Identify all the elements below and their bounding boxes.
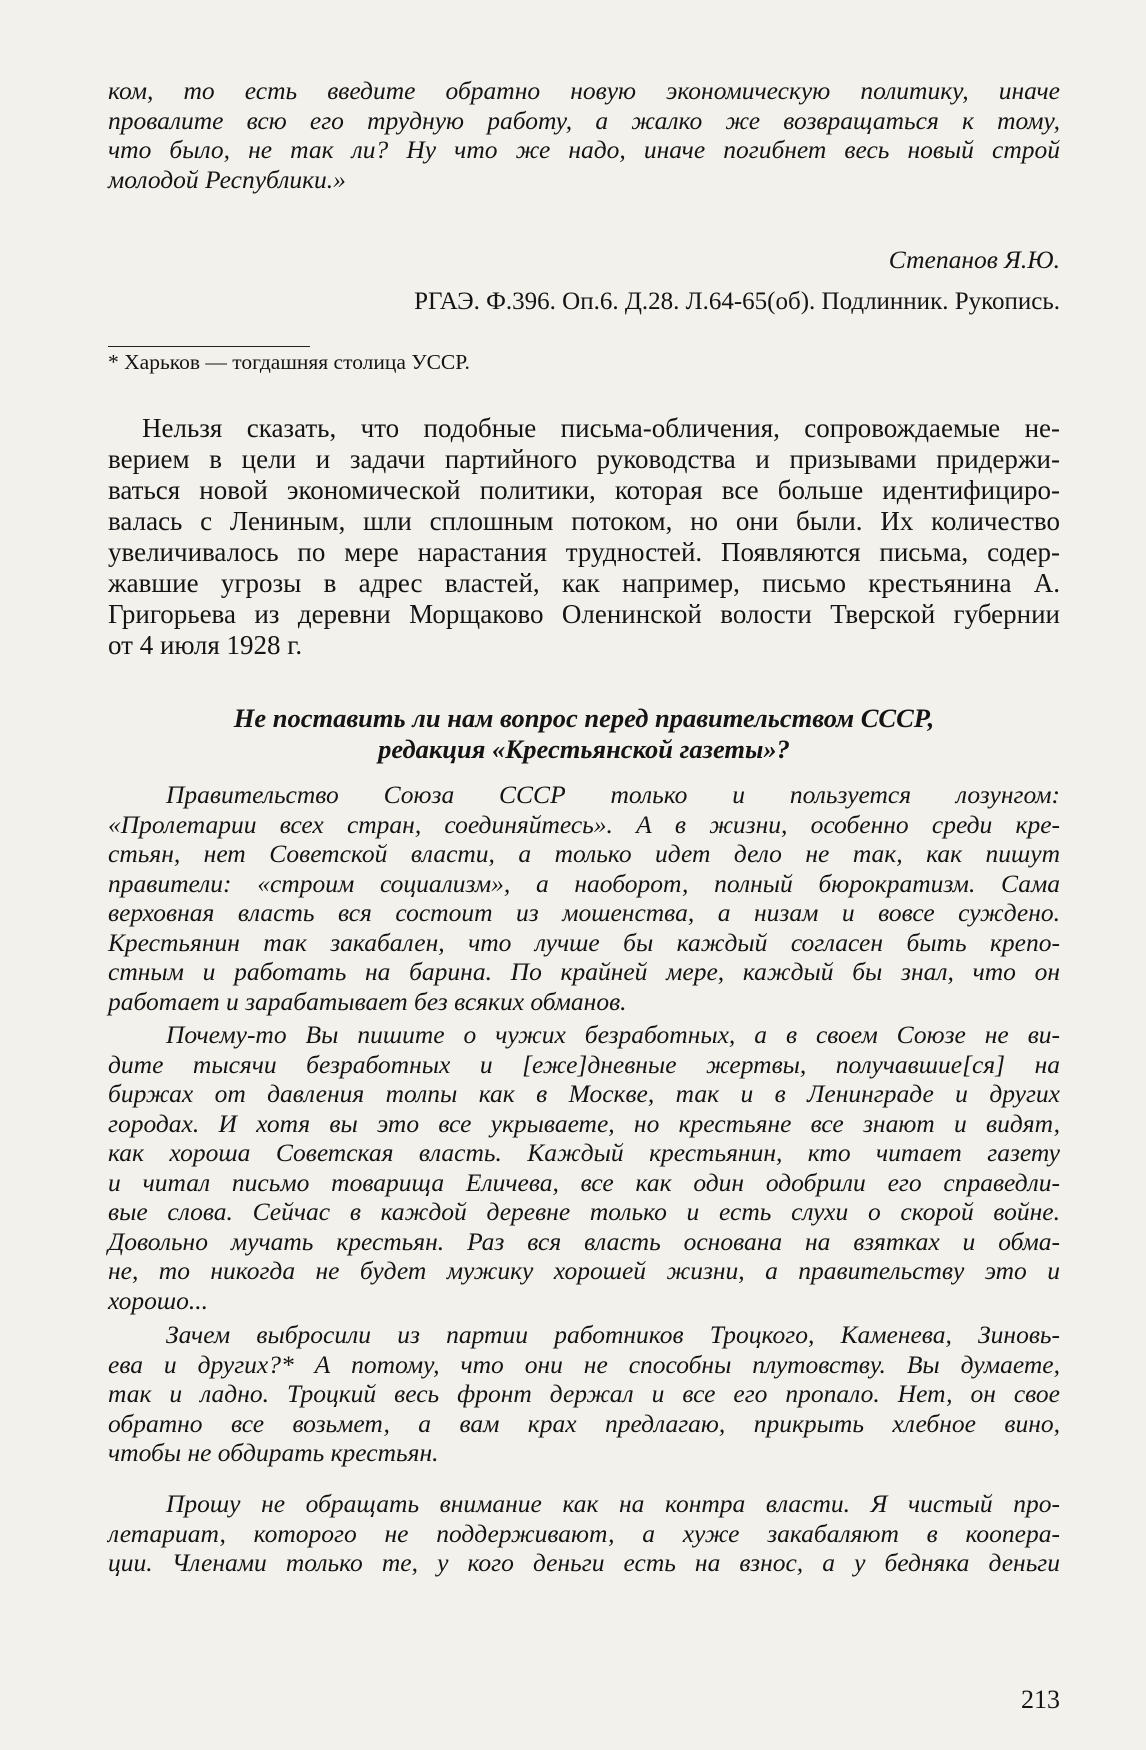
text-line: вые слова. Сейчас в каждой деревне только и есть слухи о скорой войне.	[108, 1197, 1060, 1226]
text-line: увеличивалось по мере нарастания трудностей. Появляются письма, содер-	[108, 537, 1060, 567]
footnote-divider	[108, 346, 310, 347]
text-line: Правительство Союза СССР только и пользуется лозунгом:	[166, 780, 1060, 809]
text-line: ева и других?* А потому, что они не способны плутовству. Вы думаете,	[108, 1349, 1060, 1379]
text-line: «Пролетарии всех стран, соединяйтесь». А в жизни, особенно среди кре-	[108, 809, 1060, 839]
letter-paragraph-4	[108, 1489, 1060, 1578]
text-line: стьян, нет Советской власти, а только идет дело не так, как пишут	[108, 839, 1060, 868]
text-line: жавшие угрозы в адрес властей, как например, письмо крестьянина А.	[108, 568, 1060, 598]
text-line: Почему-то Вы пишите о чужих безработных, а в своем Союзе не ви-	[166, 1020, 1060, 1049]
text-line: верием в цели и задачи партийного руководства и призывами придержи-	[108, 444, 1060, 474]
text-line: чтобы не обдирать крестьян.	[108, 1438, 439, 1467]
text-line: верховная власть вся состоит из мошенства, а низам и вовсе суждено.	[108, 898, 1060, 927]
archive-reference: РГАЭ. Ф.396. Оп.6. Д.28. Л.64-65(об). Подлинник. Рукопись.	[414, 288, 1060, 315]
text-line: ваться новой экономической политики, которая все больше идентифициро-	[108, 475, 1060, 505]
text-line: Крестьянин так закабален, что лучше бы каждый согласен быть крепо-	[108, 927, 1060, 957]
text-line: правители: «строим социализм», а наоборот, полный бюрократизм. Сама	[108, 868, 1060, 898]
text-line: Прошу не обращать внимание как на контра власти. Я чистый про-	[166, 1489, 1060, 1518]
text-line: провалите всю его трудную работу, а жалко же возвращаться к тому,	[108, 105, 1060, 135]
text-line: валась с Лениным, шли сплошным потоком, но они были. Их количество	[108, 506, 1060, 536]
text-line: работает и зарабатывает без всяких обманов.	[108, 986, 627, 1016]
text-line: стным и работать на барина. По крайней мере, каждый бы знал, что он	[108, 957, 1060, 986]
body-paragraph	[108, 413, 1060, 661]
letter-paragraph-3	[108, 1320, 1060, 1468]
letter-paragraph-2	[108, 1020, 1060, 1315]
text-line: и читал письмо товарища Еличева, все как один одобрили его справедли-	[108, 1167, 1060, 1197]
text-line: от 4 июля 1928 г.	[108, 630, 303, 660]
text-line: биржах от давления толпы как в Москве, так и в Ленинграде и других	[108, 1079, 1060, 1108]
text-line: Зачем выбросили из партии работников Троцкого, Каменева, Зиновь-	[166, 1320, 1060, 1349]
text-line: обратно все возьмет, а вам крах предлагаю, прикрыть хлебное вино,	[108, 1408, 1060, 1438]
text-line: не, то никогда не будет мужику хорошей жизни, а правительству это и	[108, 1256, 1060, 1285]
text-line: молодой Республики.»	[108, 164, 346, 194]
letter-paragraph-1	[108, 780, 1060, 1016]
text-line: Нельзя сказать, что подобные письма-обличения, сопровождаемые не-	[142, 413, 1060, 443]
text-line: хорошо...	[108, 1285, 209, 1315]
text-line: Григорьева из деревни Морщаково Оленинской волости Тверской губернии	[108, 599, 1060, 629]
text-line: как хороша Советская власть. Каждый крестьянин, кто читает газету	[108, 1138, 1060, 1167]
text-line: летариат, которого не поддерживают, а хуже закабаляют в коопера-	[108, 1518, 1060, 1548]
footnote: * Харьков — тогдашняя столица УССР.	[108, 350, 470, 374]
text-line: что было, не так ли? Ну что же надо, иначе погибнет весь новый строй	[108, 135, 1060, 164]
letter-continuation	[108, 76, 1060, 194]
letter-heading	[108, 703, 1060, 765]
text-line: так и ладно. Троцкий весь фронт держал и все его пропало. Нет, он свое	[108, 1379, 1060, 1408]
heading-line: редакция «Крестьянской газеты»?	[378, 734, 790, 764]
letter-signature: Степанов Я.Ю.	[888, 245, 1060, 274]
page-number: 213	[1021, 1685, 1060, 1714]
text-line: городах. И хотя вы это все укрываете, но крестьяне все знают и видят,	[108, 1108, 1060, 1138]
text-line: ции. Членами только те, у кого деньги есть на взнос, а у бедняка деньги	[108, 1548, 1060, 1577]
text-line: ком, то есть введите обратно новую экономическую политику, иначе	[108, 76, 1060, 105]
text-line: Довольно мучать крестьян. Раз вся власть основана на взятках и обма-	[108, 1226, 1060, 1256]
text-line: дите тысячи безработных и [еже]дневные жертвы, получавшие[ся] на	[108, 1049, 1060, 1079]
heading-line: Не поставить ли нам вопрос перед правительством СССР,	[233, 703, 935, 733]
